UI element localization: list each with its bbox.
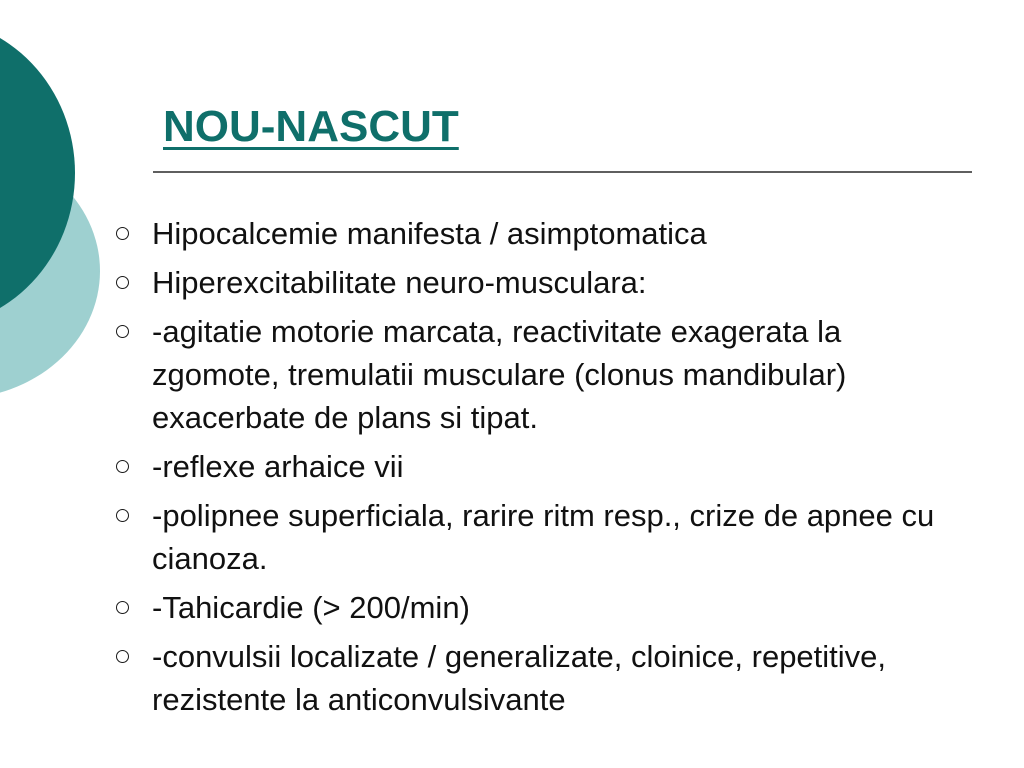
bullet-text: -reflexe arhaice vii (152, 449, 404, 484)
hollow-circle-icon (116, 276, 129, 289)
bullet-item (113, 494, 973, 580)
bullet-item (113, 261, 973, 304)
bullet-item (113, 212, 973, 255)
bullet-text: -convulsii localizate / generalizate, cloinice, repetitive, rezistente la anticonvulsivante (152, 639, 887, 717)
bullet-item (113, 635, 973, 721)
bullet-list (113, 212, 973, 727)
bullet-text: Hipocalcemie manifesta / asimptomatica (152, 216, 707, 251)
hollow-circle-icon (116, 509, 129, 522)
bullet-text: -Tahicardie (> 200/min) (152, 590, 470, 625)
bullet-text: -polipnee superficiala, rarire ritm resp., crize de apnee cu cianoza. (152, 498, 935, 576)
bullet-item (113, 586, 973, 629)
bullet-item (113, 445, 973, 488)
hollow-circle-icon (116, 601, 129, 614)
slide-title: NOU-NASCUT (163, 102, 459, 151)
hollow-circle-icon (116, 460, 129, 473)
hollow-circle-icon (116, 325, 129, 338)
bullet-item (113, 310, 973, 439)
bullet-text: -agitatie motorie marcata, reactivitate exagerata la zgomote, tremulatii musculare (clonus mandibular) exacerbate de plans si tipat. (152, 314, 847, 435)
bullet-text: Hiperexcitabilitate neuro-musculara: (152, 265, 647, 300)
title-divider (153, 171, 972, 173)
hollow-circle-icon (116, 650, 129, 663)
hollow-circle-icon (116, 227, 129, 240)
